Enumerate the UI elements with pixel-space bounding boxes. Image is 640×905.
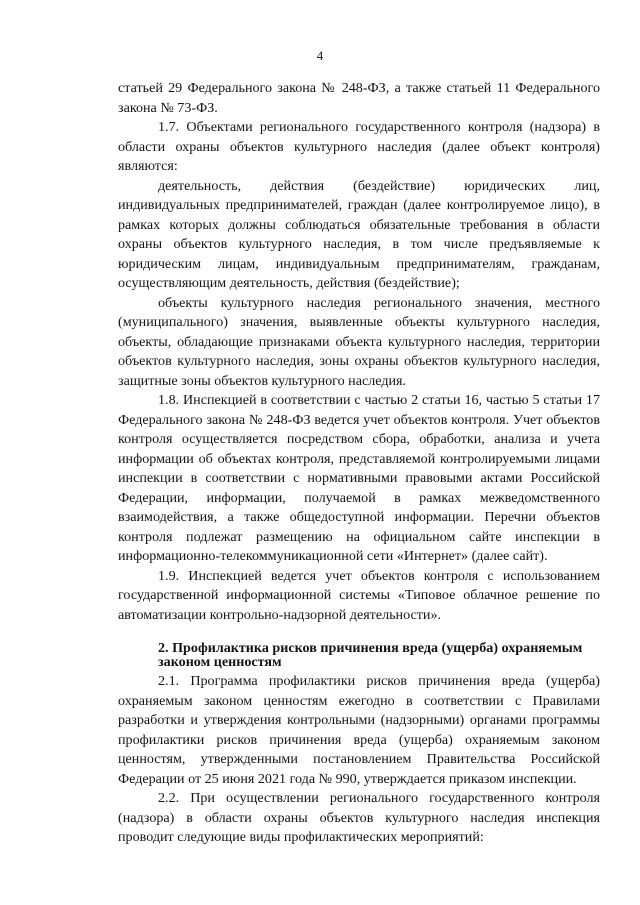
paragraph-1-8: 1.8. Инспекцией в соответствии с частью 2 статьи 16, частью 5 статьи 17 Федерального закона № 248-ФЗ ведется учет объектов контроля. Учет объектов контроля осуществляется посредством сбора, обработки, анализа и учета информации об объектах контроля, представляемой контролируемыми лицами инспекции в соответствии с нормативными правовыми актами Российской Федерации, информации, получаемой в рамках межведомственного взаимодействия, а также общедоступной информации. Перечни объектов контроля подлежат размещению на официальном сайте инспекции в информационно-телекоммуникационной сети «Интернет» (далее сайт).	[118, 392, 600, 564]
paragraph-2-2: 2.2. При осуществлении регионального государственного контроля (надзора) в области охраны объектов культурного наследия инспекция проводит следующие виды профилактических мероприятий:	[118, 790, 600, 845]
page-number: 4	[316, 48, 324, 63]
paragraph-2-1: 2.1. Программа профилактики рисков причинения вреда (ущерба) охраняемым законом ценностям ежегодно в соответствии с Правилами разработки и утверждения контрольными (надзорными) органами программы профилактики рисков причинения вреда (ущерба) охраняемым законом ценностям, утвержденными постановлением Правительства Российской Федерации от 25 июня 2021 года № 990, утверждается приказом инспекции.	[118, 673, 600, 787]
paragraph-activity: деятельность, действия (бездействие) юридических лиц, индивидуальных предпринимателей, граждан (далее контролируемое лицо), в рамках которых должны соблюдаться обязательные требования в области охраны объектов культурного наследия, в том числе предъявляемые к юридическим лицам, индивидуальным предпринимателям, гражданам, осуществляющим деятельность, действия (бездействие);	[118, 177, 600, 291]
paragraph-1-7: 1.7. Объектами регионального государственного контроля (надзора) в области охраны объектов культурного наследия (далее объект контроля) являются:	[118, 119, 600, 174]
section-heading: 2. Профилактика рисков причинения вреда (ущерба) охраняемым законом ценностям	[158, 640, 583, 670]
paragraph-continuation: статьей 29 Федерального закона № 248-ФЗ, а также статьей 11 Федерального закона № 73-ФЗ.	[118, 80, 600, 116]
paragraph-objects: объекты культурного наследия регионального значения, местного (муниципального) значения, выявленные объекты культурного наследия, объекты, обладающие признаками объекта культурного наследия, территории объектов культурного наследия, зоны охраны объектов культурного наследия, защитные зоны объектов культурного наследия.	[118, 294, 600, 389]
document-body	[118, 79, 600, 848]
paragraph-1-9: 1.9. Инспекцией ведется учет объектов контроля с использованием государственной информационной системы «Типовое облачное решение по автоматизации контрольно-надзорной деятельности».	[118, 567, 600, 623]
